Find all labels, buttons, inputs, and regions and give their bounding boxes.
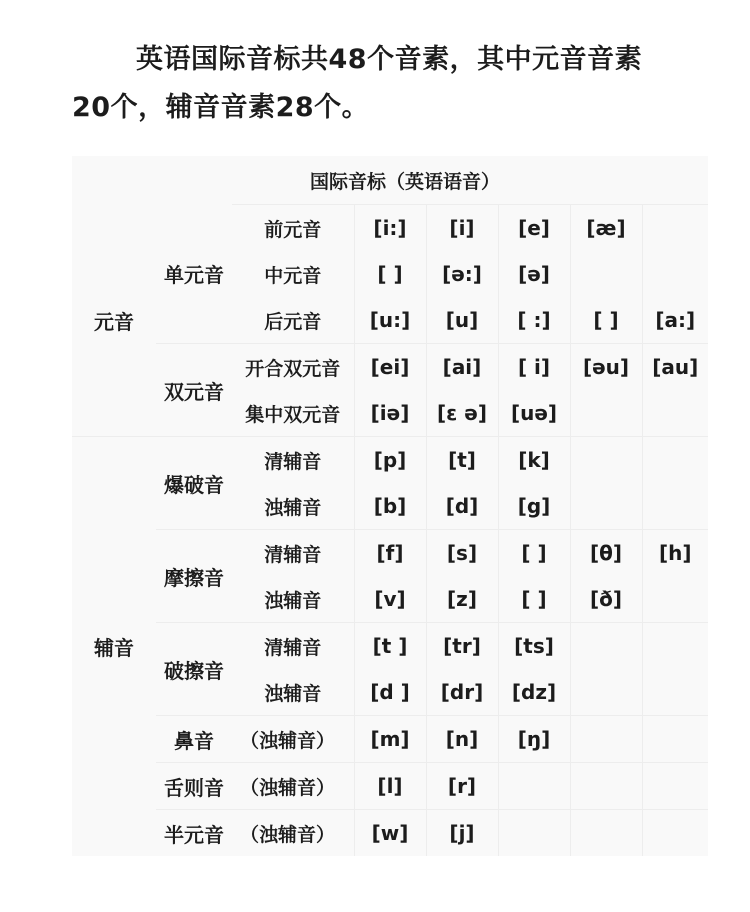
category-consonant: 辅音 [72, 437, 156, 857]
group-semivowel: 半元音 [156, 810, 232, 857]
ipa-symbol: [au] [642, 344, 708, 391]
ipa-symbol: [tr] [426, 623, 498, 670]
row-label: 浊辅音 [264, 682, 322, 705]
ipa-symbol: [m] [354, 716, 426, 763]
ipa-symbol: [i] [426, 205, 498, 252]
group-nasal: 鼻音 [156, 716, 232, 763]
ipa-symbol: [ŋ] [498, 716, 570, 763]
group-diphthong: 双元音 [156, 344, 232, 437]
row-label: 清辅音 [232, 530, 354, 577]
intro-paragraph [72, 36, 712, 132]
row-label: 中元音 [264, 264, 322, 287]
row-label: 后元音 [264, 310, 322, 333]
ipa-symbol [642, 390, 708, 437]
ipa-symbol [498, 763, 570, 810]
ipa-symbol: [ i] [498, 344, 570, 391]
ipa-symbol: [ε ə] [426, 390, 498, 437]
ipa-symbol [570, 669, 642, 716]
row-label: 清辅音 [232, 437, 354, 484]
ipa-symbol [570, 251, 642, 297]
ipa-table [72, 156, 708, 856]
ipa-symbol [642, 205, 708, 252]
ipa-symbol [642, 810, 708, 857]
ipa-symbol [570, 390, 642, 437]
ipa-symbol: [l] [354, 763, 426, 810]
ipa-symbol: [z] [426, 576, 498, 623]
ipa-symbol [570, 437, 642, 484]
ipa-symbol: [w] [354, 810, 426, 857]
ipa-symbol: [ə:] [426, 251, 498, 297]
ipa-symbol [570, 483, 642, 530]
ipa-symbol: [a:] [642, 297, 708, 344]
table-title: 国际音标（英语语音） [310, 170, 501, 193]
ipa-symbol: [ei] [354, 344, 426, 391]
ipa-symbol: [ə] [498, 251, 570, 297]
row-label: 清辅音 [232, 623, 354, 670]
ipa-symbol: [s] [426, 530, 498, 577]
intro-line-2: 20个，辅音音素28个。 [72, 92, 370, 123]
ipa-symbol: [n] [426, 716, 498, 763]
ipa-symbol [642, 483, 708, 530]
ipa-symbol [642, 437, 708, 484]
ipa-symbol: [ts] [498, 623, 570, 670]
row-label: 浊辅音 [264, 496, 322, 519]
row-label: 集中双元音 [245, 403, 341, 426]
ipa-symbol: [dz] [498, 669, 570, 716]
ipa-symbol: [t ] [354, 623, 426, 670]
ipa-symbol: [d ] [354, 669, 426, 716]
ipa-symbol: [uə] [498, 390, 570, 437]
ipa-symbol [570, 623, 642, 670]
voiced-note: （浊辅音） [232, 716, 354, 763]
ipa-symbol [642, 716, 708, 763]
ipa-symbol [570, 763, 642, 810]
ipa-symbol [642, 623, 708, 670]
voiced-note: （浊辅音） [232, 810, 354, 857]
ipa-symbol: [i:] [354, 205, 426, 252]
ipa-symbol: [ai] [426, 344, 498, 391]
ipa-symbol [570, 810, 642, 857]
ipa-symbol: [f] [354, 530, 426, 577]
ipa-symbol: [k] [498, 437, 570, 484]
ipa-symbol: [v] [354, 576, 426, 623]
ipa-symbol: [ ] [570, 297, 642, 344]
ipa-symbol [642, 763, 708, 810]
ipa-symbol: [e] [498, 205, 570, 252]
row-label: 开合双元音 [232, 344, 354, 391]
ipa-symbol: [g] [498, 483, 570, 530]
ipa-symbol: [u:] [354, 297, 426, 344]
ipa-symbol: [ ] [498, 530, 570, 577]
ipa-symbol: [iə] [354, 390, 426, 437]
ipa-symbol: [t] [426, 437, 498, 484]
ipa-symbol: [θ] [570, 530, 642, 577]
ipa-symbol [498, 810, 570, 857]
ipa-symbol: [dr] [426, 669, 498, 716]
ipa-symbol: [p] [354, 437, 426, 484]
ipa-symbol: [æ] [570, 205, 642, 252]
ipa-symbol [642, 576, 708, 623]
ipa-symbol: [ ] [354, 251, 426, 297]
row-label: 前元音 [232, 205, 354, 252]
ipa-symbol [642, 251, 708, 297]
ipa-symbol [642, 669, 708, 716]
ipa-symbol: [j] [426, 810, 498, 857]
ipa-symbol: [ ] [498, 576, 570, 623]
group-monophthong: 单元音 [164, 263, 224, 288]
group-plosive: 爆破音 [156, 437, 232, 530]
ipa-symbol: [h] [642, 530, 708, 577]
group-affricate: 破擦音 [156, 623, 232, 716]
ipa-symbol: [d] [426, 483, 498, 530]
group-lateral: 舌则音 [156, 763, 232, 810]
ipa-symbol: [b] [354, 483, 426, 530]
ipa-symbol: [əu] [570, 344, 642, 391]
ipa-symbol: [u] [426, 297, 498, 344]
ipa-symbol: [ :] [498, 297, 570, 344]
intro-line-1: 英语国际音标共48个音素，其中元音音素 [136, 44, 643, 75]
ipa-symbol: [r] [426, 763, 498, 810]
voiced-note: （浊辅音） [232, 763, 354, 810]
group-fricative: 摩擦音 [156, 530, 232, 623]
row-label: 浊辅音 [264, 589, 322, 612]
category-vowel: 元音 [94, 309, 134, 334]
ipa-symbol [570, 716, 642, 763]
ipa-symbol: [ð] [570, 576, 642, 623]
